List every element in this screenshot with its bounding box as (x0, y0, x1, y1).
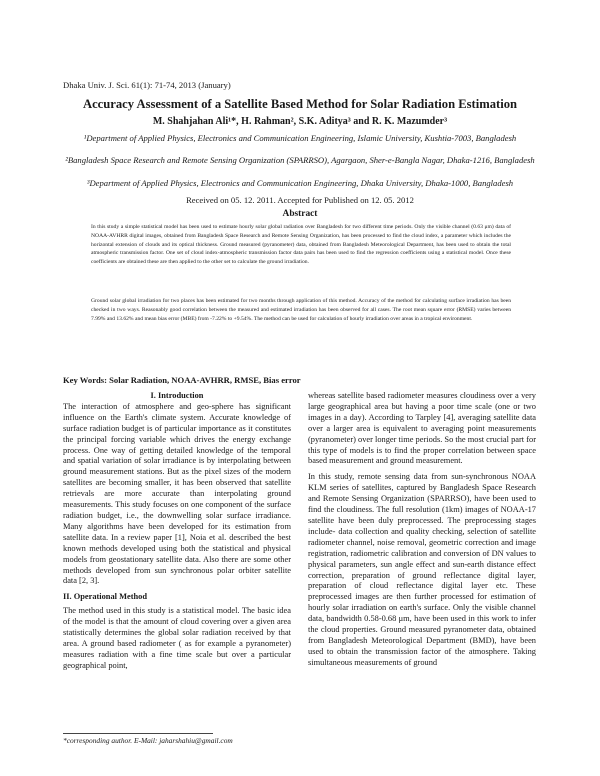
affiliation-1: ¹Department of Applied Physics, Electronics and Communication Engineering, Islamic University, Kushtia-7003, Bangladesh (83, 133, 517, 143)
abstract-paragraph-2: Ground solar global irradiation for two places has been estimated for two months through application of this method. Accuracy of the method for calculating surface irradiation has been checked in two ways. Reasonably good correlation between the measured and estimated irradiation has been observed for all cases. The root mean square error (RMSE) varies between 7.99% and 13.62% and mean bias error (MBE) from -7.22% to +9.54%. The method can be used for calculation of hourly irradiation over areas in a tropical environment. (91, 298, 511, 322)
right-column-paragraph-2: In this study, remote sensing data from sun-synchronous NOAA KLM series of satellites, captured by Bangladesh Space Research and Remote Sensing Organization (SPARRSO), have been used to find the cloudiness. The full resolution (1km) images of NOAA-17 satellite have been duly preprocessed. The preprocessing stages include- data collection and quality checking, selection of satellite radiometer channel, noise removal, geometric correction and image registration, radiometric calibration and conversion of DN values to physical parameters, sun angle effect and sun-earth distance effect correction, preparation of ground reflectance digital layer, preparation of cloud reflectance digital layer etc. These preprocessed images are then further processed for estimation of hourly solar irradiation on earth's surface. Only the visible channel data, bandwidth 0.58-0.68 μm, have been used in this work to infer the cloud properties. Ground measured pyranometer data, obtained from Bangladesh Meteorological Department (BMD), have been used to obtain the transmission factor of the atmosphere. Taking simultaneous measurements of ground (308, 472, 536, 667)
section-heading-operational-method: II. Operational Method (63, 592, 147, 602)
author-list: M. Shahjahan Ali¹*, H. Rahman², S.K. Aditya³ and R. K. Mazumder³ (152, 116, 448, 127)
right-column (308, 391, 536, 669)
footnote-divider (63, 733, 213, 734)
introduction-text: The interaction of atmosphere and geo-sphere has significant influence on the Earth's climate system. Accurate knowledge of surface radiation budget is of particular importance as it constitutes the principal forcing variable which drives the energy exchange process. One way of getting detailed knowledge of the temporal and spatial variation of solar irradiance is by interpolating between ground measurement stations. But as the pixel sizes of the modern satellites are becoming smaller, it has been observed that satellite retrievals are more accurate than interpolating ground measurements. This study focuses on one component of the surface radiation budget, i.e., the downwelling solar surface irradiance. Many algorithms have been developed for its estimation from satellite data. In a review paper [1], Noia et al. described the best known methods developed using both the statistical and physical models from geostationary satellite data. Also there are some other methods developed from sun synchronous polar orbiter satellite data [2, 3]. (63, 401, 291, 586)
paper-title: Accuracy Assessment of a Satellite Based Method for Solar Radiation Estimation (83, 97, 517, 111)
journal-reference: Dhaka Univ. J. Sci. 61(1): 71-74, 2013 (January) (63, 80, 231, 90)
right-column-paragraph-1: whereas satellite based radiometer measures cloudiness over a very large geographical area but having a poor time scale (one or two images in a day). According to Tarpley [4], averaging satellite data over a larger area is equivalent to averaging point measurements (pyranometer) over longer time periods. So the most crucial part for this type of models is to find the proper correlation between space based measurement and ground measurement. (308, 391, 536, 466)
affiliation-2: ²Bangladesh Space Research and Remote Sensing Organization (SPARRSO), Agargaon, Sher-e-Bangla Nagar, Dhaka-1216, Bangladesh (65, 155, 535, 165)
section-heading-introduction: I. Introduction (150, 391, 204, 400)
keywords: Key Words: Solar Radiation, NOAA-AVHRR, RMSE, Bias error (63, 375, 301, 385)
left-column (63, 391, 291, 672)
abstract-heading: Abstract (282, 209, 318, 219)
corresponding-author-footnote: *corresponding author. E-Mail: jaharshahiu@gmail.com (63, 736, 233, 745)
operational-method-text: The method used in this study is a statistical model. The basic idea of the model is that the amount of cloud covering over a given area statistically determines the global solar radiation received by that area. A ground based radiometer ( as for example a pyranometer) measures radiation with a fine time scale but over a particular geographical point, (63, 606, 291, 670)
affiliation-3: ³Department of Applied Physics, Electronics and Communication Engineering, Dhaka University, Dhaka-1000, Bangladesh (86, 178, 514, 188)
received-date: Received on 05. 12. 2011. Accepted for Published on 12. 05. 2012 (186, 195, 414, 205)
abstract-paragraph-1: In this study a simple statistical model has been used to estimate hourly solar global radiation over Bangladesh for two different time periods. Only the visible channel (0.63 μm) data of NOAA-AVHRR digital images, obtained from Bangladesh Space Research and Remote Sensing Organization, has been processed to find the cloud index, a parameter which includes the horizontal extension of clouds and its optical thickness. Ground measured (pyranometer) data, obtained from Bangladesh Meteorological Department, has been used to obtain the total atmospheric transmission factor. One set of cloud index-atmospheric transmission factor data pairs has been used to find the regression coefficients using a statistical model. Once these coefficients are obtained these are then applied to the other set to calculate the ground irradiation. (91, 224, 511, 265)
